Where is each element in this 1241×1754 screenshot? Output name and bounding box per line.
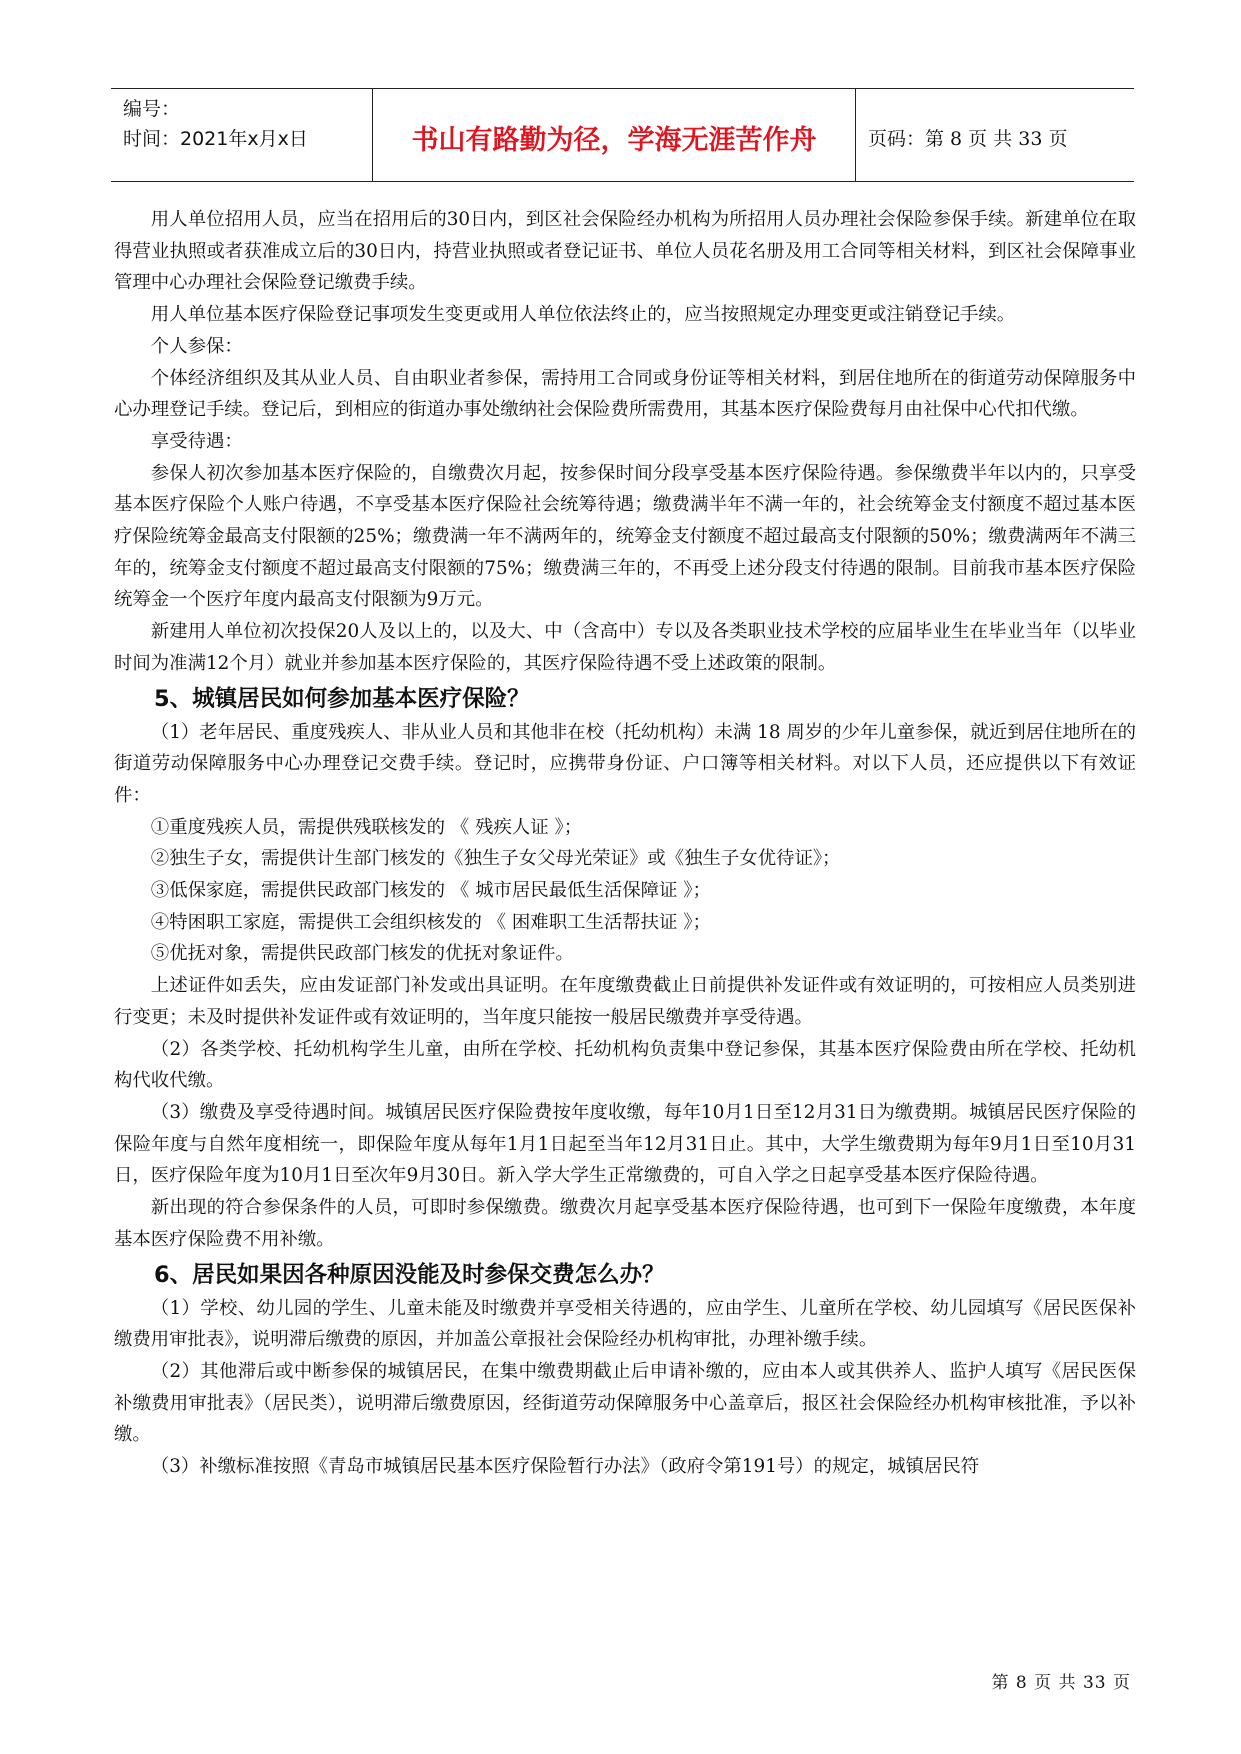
paragraph: （1）学校、幼儿园的学生、儿童未能及时缴费并享受相关待遇的，应由学生、儿童所在学校、幼儿园填写《居民医保补缴费用审批表》，说明滞后缴费的原因，并加盖公章报社会保险经办机构审批，办理补缴手续。 xyxy=(114,1297,1136,1351)
paragraph: 新建用人单位初次投保20人及以上的，以及大、中（含高中）专以及各类职业技术学校的应届毕业生在毕业当年（以毕业时间为准满12个月）就业并参加基本医疗保险的，其医疗保险待遇不受上述政策的限制。 xyxy=(114,621,1136,674)
document-number-label: 编号： xyxy=(123,98,181,120)
list-item: ⑤优抚对象，需提供民政部门核发的优抚对象证件。 xyxy=(150,943,574,965)
paragraph: （2）各类学校、托幼机构学生儿童，由所在学校、托幼机构负责集中登记参保，其基本医疗保险费由所在学校、托幼机构代收代缴。 xyxy=(114,1038,1136,1092)
header-page-label: 页码：第 8 页 共 33 页 xyxy=(868,127,1068,150)
header-meta xyxy=(111,89,373,181)
section-heading-5: 5、城镇居民如何参加基本医疗保险？ xyxy=(154,685,530,712)
list-item: ②独生子女，需提供计生部门核发的《独生子女父母光荣证》或《独生子女优待证》； xyxy=(150,848,841,870)
header-motto: 书山有路勤为径，学海无涯苦作舟 xyxy=(373,89,856,181)
paragraph: 用人单位招用人员，应当在招用后的30日内，到区社会保险经办机构为所招用人员办理社会保险参保手续。新建单位在取得营业执照或者获准成立后的30日内，持营业执照或者登记证书、单位人员花名册及用工合同等相关材料，到区社会保障事业管理中心办理社会保险登记缴费手续。 xyxy=(114,209,1136,294)
list-item: ③低保家庭，需提供民政部门核发的 《 城市居民最低生活保障证 》； xyxy=(150,880,711,902)
list-item: ④特困职工家庭，需提供工会组织核发的 《 困难职工生活帮扶证 》； xyxy=(150,911,711,933)
paragraph: 上述证件如丢失，应由发证部门补发或出具证明。在年度缴费截止日前提供补发证件或有效证明的，可按相应人员类别进行变更；未及时提供补发证件或有效证明的，当年度只能按一般居民缴费并享受待遇。 xyxy=(114,975,1136,1028)
paragraph: 参保人初次参加基本医疗保险的，自缴费次月起，按参保时间分段享受基本医疗保险待遇。参保缴费半年以内的，只享受基本医疗保险个人账户待遇，不享受基本医疗保险社会统筹待遇；缴费满半年不满一年的，社会统筹金支付额度不超过基本医疗保险统筹金最高支付限额的25%；缴费满一年不满两年的，统筹金支付额度不超过最高支付限额的50%；缴费满两年不满三年的，统筹金支付额度不超过最高支付限额的75%；缴费满三年的，不再受上述分段支付待遇的限制。目前我市基本医疗保险统筹金一个医疗年度内最高支付限额为9万元。 xyxy=(114,462,1136,611)
paragraph: 享受待遇： xyxy=(150,430,243,452)
list-item: ①重度残疾人员，需提供残联核发的 《 残疾人证 》； xyxy=(150,816,583,838)
page-footer: 第 8 页 共 33 页 xyxy=(991,1673,1131,1693)
paragraph: （1）老年居民、重度残疾人、非从业人员和其他非在校（托幼机构）未满 18 周岁的少年儿童参保，就近到居住地所在的街道劳动保障服务中心办理登记交费手续。登记时，应携带身份证、户口簿等相关材料。对以下人员，还应提供以下有效证件： xyxy=(114,721,1136,806)
paragraph: 用人单位基本医疗保险登记事项发生变更或用人单位依法终止的，应当按照规定办理变更或注销登记手续。 xyxy=(150,304,1016,326)
document-body xyxy=(114,204,1136,1483)
paragraph: （3）补缴标准按照《青岛市城镇居民基本医疗保险暂行办法》（政府令第191号）的规定，城镇居民符 xyxy=(150,1456,980,1478)
paragraph: （2）其他滞后或中断参保的城镇居民，在集中缴费期截止后申请补缴的，应由本人或其供养人、监护人填写《居民医保补缴费用审批表》（居民类），说明滞后缴费原因，经街道劳动保障服务中心盖章后，报区社会保险经办机构审核批准，予以补缴。 xyxy=(114,1360,1136,1446)
paragraph: 新出现的符合参保条件的人员，可即时参保缴费。缴费次月起享受基本医疗保险待遇，也可到下一保险年度缴费，本年度基本医疗保险费不用补缴。 xyxy=(114,1197,1136,1250)
paragraph: 个体经济组织及其从业人员、自由职业者参保，需持用工合同或身份证等相关材料，到居住地所在的街道劳动保障服务中心办理登记手续。登记后，到相应的街道办事处缴纳社会保险费所需费用，其基本医疗保险费每月由社保中心代扣代缴。 xyxy=(114,367,1136,421)
paragraph: 个人参保： xyxy=(150,335,243,357)
paragraph: （3）缴费及享受待遇时间。城镇居民医疗保险费按年度收缴，每年10月1日至12月31日为缴费期。城镇居民医疗保险的保险年度与自然年度相统一，即保险年度从每年1月1日起至当年12月31日止。其中，大学生缴费期为每年9月1日至10月31日，医疗保险年度为10月1日至次年9月30日。新入学大学生正常缴费的，可自入学之日起享受基本医疗保险待遇。 xyxy=(114,1101,1136,1187)
section-heading-6: 6、居民如果因各种原因没能及时参保交费怎么办？ xyxy=(154,1261,665,1288)
document-time-label: 时间：2021年x月x日 xyxy=(123,128,308,150)
document-header xyxy=(111,88,1134,182)
